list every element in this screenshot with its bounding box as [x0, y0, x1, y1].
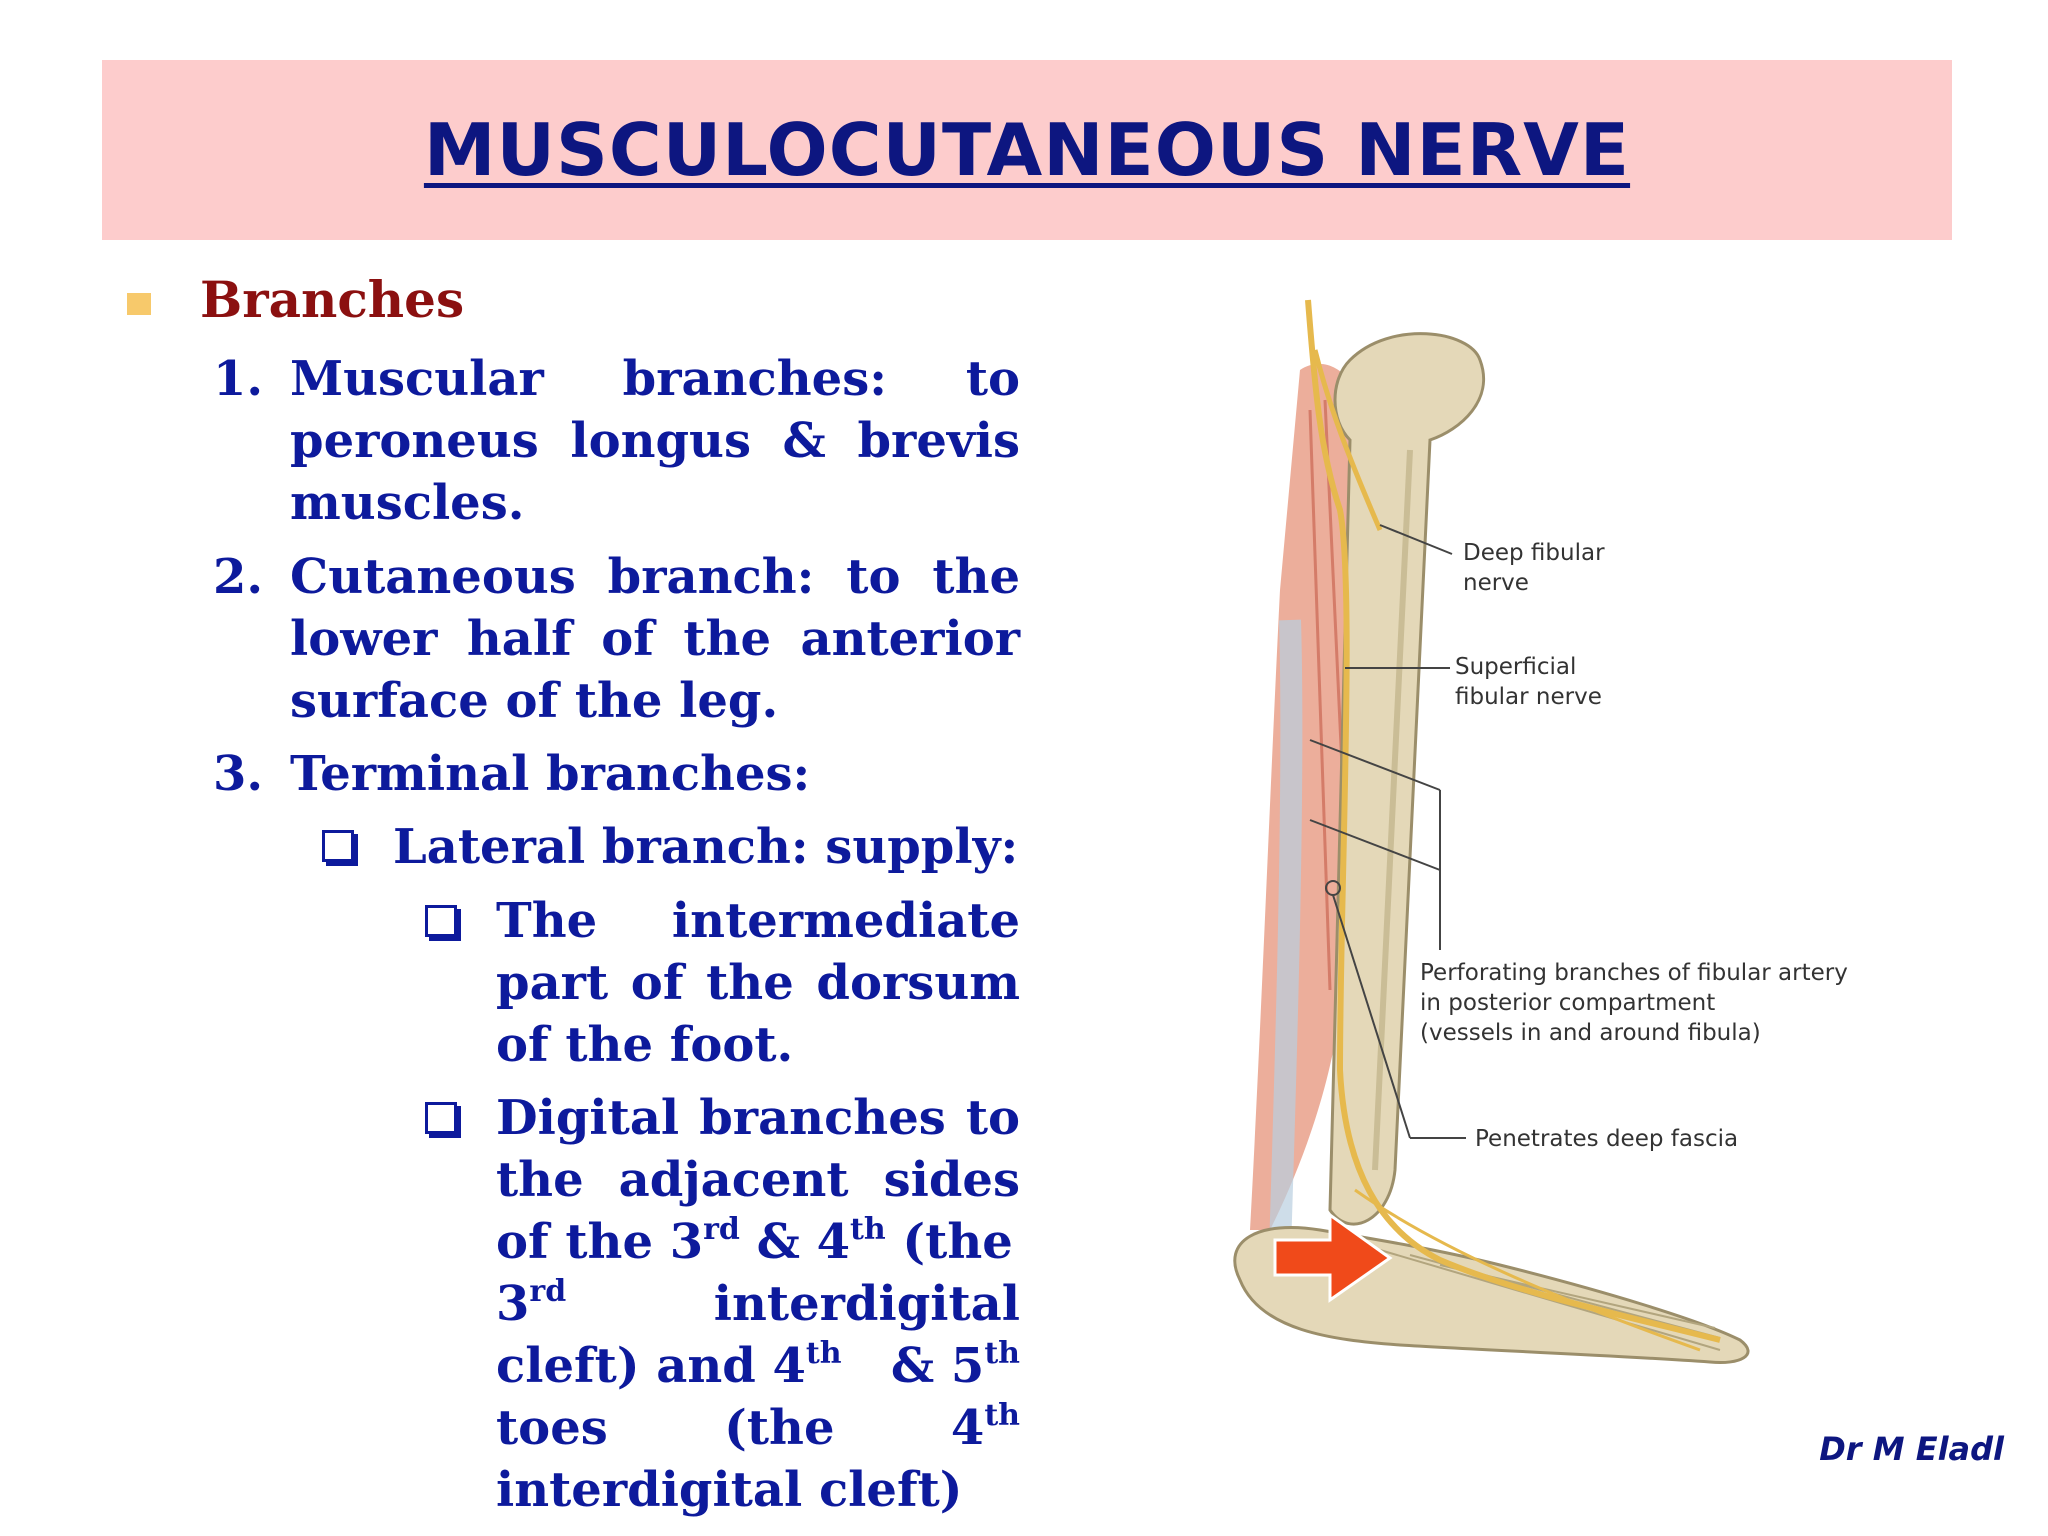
label-perforating-branches: Perforating branches of fibular artery in posterior compartment (vessels in and around fibula): [1420, 960, 1848, 1046]
branches-heading: Branches: [200, 270, 465, 329]
checkbox-bullet-icon: [425, 1102, 457, 1134]
item-1-number: 1.: [213, 351, 264, 407]
lateral-branch-text: Lateral branch: supply:: [393, 819, 1019, 875]
bullet-square-icon: [127, 293, 151, 315]
leg-illustration: [1180, 290, 1860, 1400]
item-2-text: Cutaneous branch: to the lower half of the anterior surface of the leg.: [290, 549, 1020, 729]
label-superficial-fibular: Superficial fibular nerve: [1455, 654, 1602, 710]
item-2-number: 2.: [213, 549, 264, 605]
label-deep-fibular: Deep fibular nerve: [1463, 540, 1605, 596]
label-penetrates-fascia: Penetrates deep fascia: [1475, 1126, 1739, 1152]
author-credit: Dr M Eladl: [1819, 1430, 2004, 1468]
title-band: [102, 60, 1952, 240]
leg-anatomy-figure: [1180, 290, 1860, 1400]
intermediate-text: The intermediate part of the dorsum of the foot.: [496, 893, 1020, 1073]
item-1-text: Muscular branches: to peroneus longus & brevis muscles.: [290, 351, 1020, 531]
slide-title: MUSCULOCUTANEOUS NERVE: [423, 108, 1631, 192]
checkbox-bullet-icon: [322, 830, 354, 862]
item-3-number: 3.: [213, 746, 264, 802]
checkbox-bullet-icon: [425, 905, 457, 937]
digital-branches-text: Digital branches to the adjacent sides of the 3rd & 4th (the 3rd interdigital cleft) and 4th & 5th toes (the 4th interdigital cleft): [496, 1090, 1020, 1518]
item-3-text: Terminal branches:: [290, 746, 811, 802]
